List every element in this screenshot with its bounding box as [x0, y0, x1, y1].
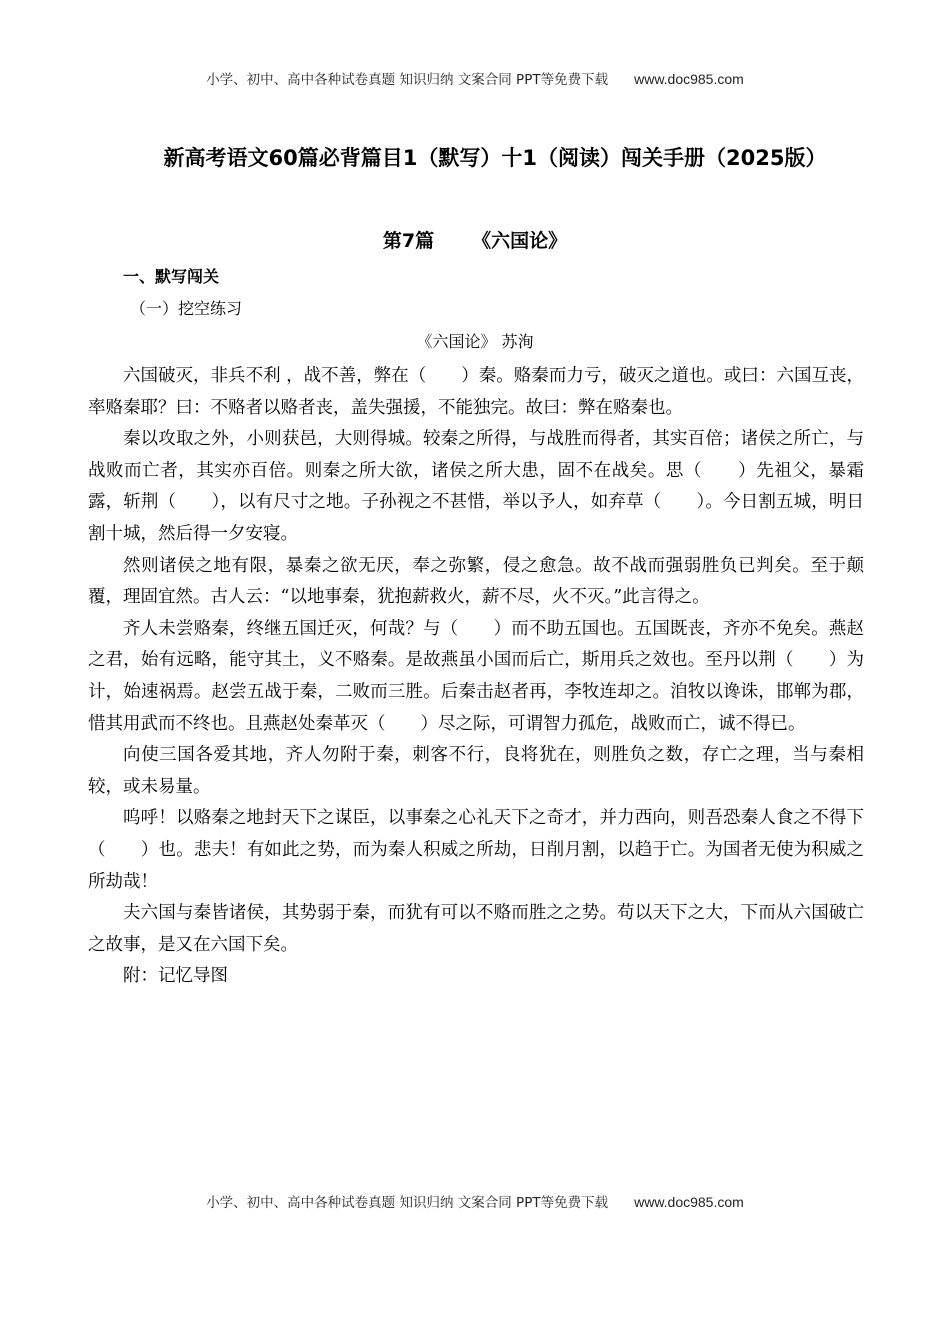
section-heading: 一、默写闯关 — [123, 267, 220, 286]
page-footer — [0, 1191, 950, 1211]
page-header — [0, 68, 950, 88]
chapter-name: 《六国论》 — [472, 230, 568, 252]
paragraph: 然则诸侯之地有限，暴秦之欲无厌，奉之弥繁，侵之愈急。故不战而强弱胜负已判矣。至于颠覆，理固宜然。古人云：“以地事秦，犹抱薪救火，薪不尽，火不灭。”此言得之。 — [88, 555, 864, 608]
footer-url[interactable]: www.doc985.com — [634, 1194, 744, 1210]
header-url[interactable]: www.doc985.com — [634, 71, 744, 87]
document-title: 新高考语文60篇必背篇目1（默写）十1（阅读）闯关手册（2025版） — [163, 146, 827, 170]
essay-body — [88, 361, 864, 993]
paragraph: 齐人未尝赂秦，终继五国迁灭，何哉？与（ ）而不助五国也。五国既丧，齐亦不免矣。燕赵之君，始有远略，能守其土，义不赂秦。是故燕虽小国而后亡，斯用兵之效也。至丹以荆（ ）为计，始速祸焉。赵尝五战于秦，二败而三胜。后秦击赵者再，李牧连却之。洎牧以谗诛，邯郸为郡，惜其用武而不终也。且燕赵处秦革灭（ ）尽之际，可谓智力孤危，战败而亡，诚不得已。 — [88, 618, 864, 734]
paragraph: 六国破灭，非兵不利 ，战不善，弊在（ ）秦。赂秦而力亏，破灭之道也。或曰：六国互丧，率赂秦耶？曰：不赂者以赂者丧，盖失强援，不能独完。故曰：弊在赂秦也。 — [88, 366, 864, 418]
paragraph: 秦以攻取之外，小则获邑，大则得城。较秦之所得，与战胜而得者，其实百倍；诸侯之所亡，与战败而亡者，其实亦百倍。则秦之所大欲，诸侯之所大患，固不在战矣。思（ ）先祖父，暴霜露，斩荆（ ），以有尺寸之地。子孙视之不甚惜，举以予人，如弃草（ ）。今日割五城，明日割十城，然后得一夕安寝。 — [88, 429, 864, 544]
header-text: 小学、初中、高中各种试卷真题 知识归纳 文案合同 PPT等免费下载 — [206, 72, 609, 88]
paragraph: 夫六国与秦皆诸侯，其势弱于秦，而犹有可以不赂而胜之之势。苟以天下之大，下而从六国破亡之故事，是又在六国下矣。 — [88, 903, 864, 955]
chapter-number: 第7篇 — [382, 230, 435, 252]
sub-heading: （一）挖空练习 — [130, 299, 243, 318]
chapter-subtitle — [0, 226, 950, 253]
paragraph: 向使三国各爱其地，齐人勿附于秦，刺客不行，良将犹在，则胜负之数，存亡之理，当与秦相较，或未易量。 — [88, 745, 864, 797]
footer-text: 小学、初中、高中各种试卷真题 知识归纳 文案合同 PPT等免费下载 — [206, 1195, 609, 1211]
appendix-label: 附：记忆导图 — [123, 966, 228, 987]
paragraph: 呜呼！以赂秦之地封天下之谋臣，以事秦之心礼天下之奇才，并力西向，则吾恐秦人食之不得下（ ）也。悲夫！有如此之势，而为秦人积威之所劫，日削月割，以趋于亡。为国者无使为积威之所劫哉！ — [88, 808, 864, 892]
essay-title: 《六国论》 苏洵 — [416, 332, 534, 351]
